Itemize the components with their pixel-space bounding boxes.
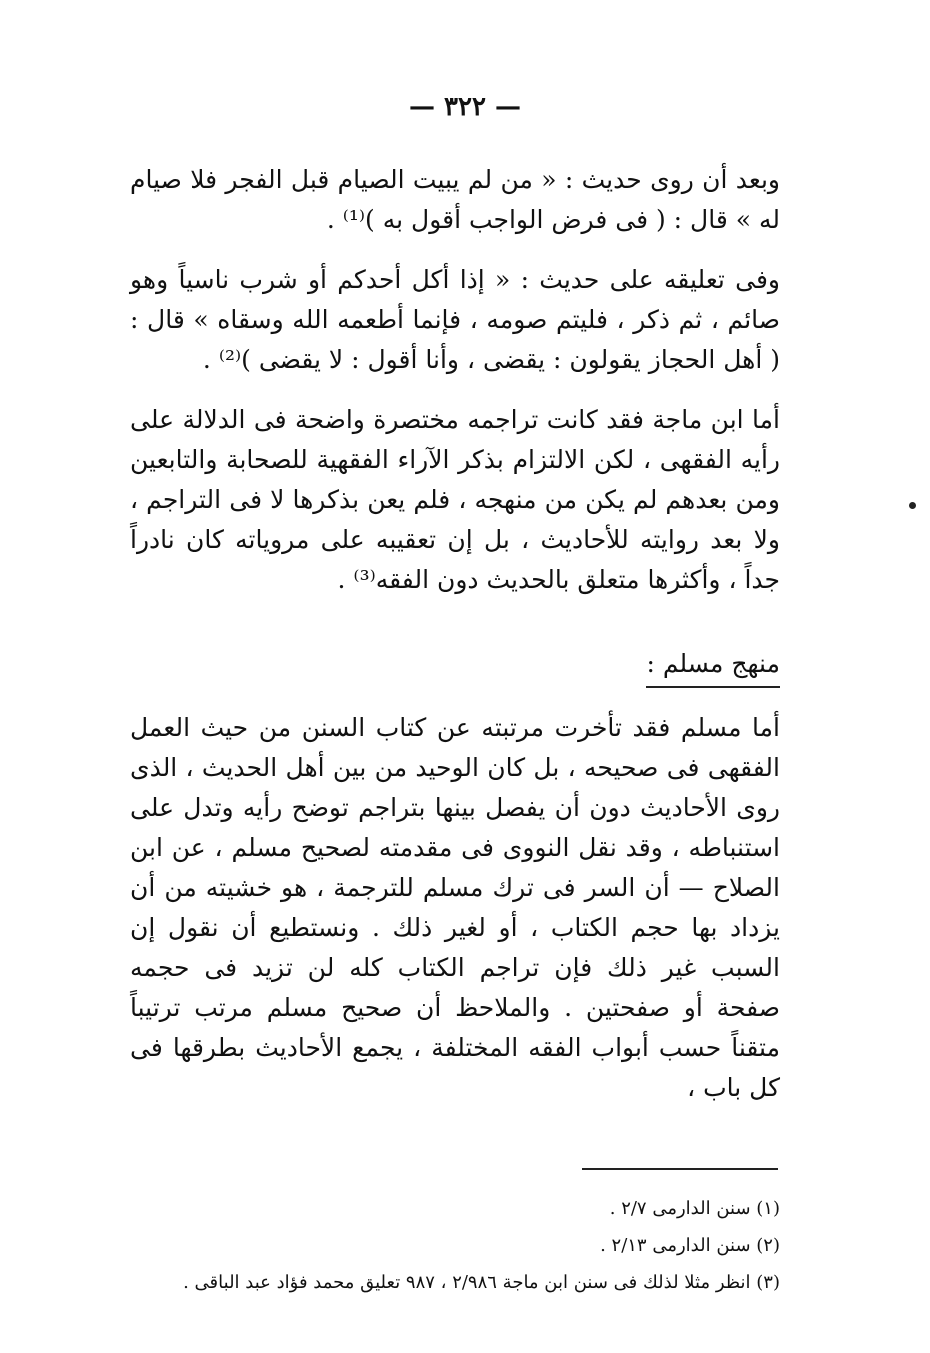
paragraph-1: وبعد أن روى حديث : « من لم يبيت الصيام قبل الفجر فلا صيام له » قال : ( فى فرض الواجب أقول به )⁽¹⁾ . — [130, 165, 780, 234]
paragraph-4: أما مسلم فقد تأخرت مرتبته عن كتاب السنن من حيث العمل الفقهى فى صحيحه ، بل كان الوحيد من بين أهل الحديث ، الذى روى الأحاديث دون أن يفصل بينها بتراجم توضح رأيه وتدل على استنباطه ، وقد نقل النووى فى مقدمته لصحيح مسلم ، عن ابن الصلاح — أن السر فى ترك مسلم للترجمة ، هو خشيته من أن يزداد بها حجم الكتاب ، أو لغير ذلك . ونستطيع أن نقول إن السبب غير ذلك فإن تراجم الكتاب كله لن تزيد فى حجمه صفحة أو صفحتين . والملاحظ أن صحيح مسلم مرتب ترتيباً متقناً حسب أبواب الفقه المختلفة ، يجمع الأحاديث بطرقها فى كل باب ، — [130, 713, 780, 1102]
footnote-3: (٣) انظر مثلا لذلك فى سنن ابن ماجة ٢/٩٨٦ ، ٩٨٧ تعليق محمد فؤاد عبد الباقى . — [183, 1272, 780, 1293]
margin-dot — [909, 502, 916, 509]
footnote-2: (٢) سنن الدارمى ٢/١٣ . — [600, 1235, 780, 1256]
paragraph-3: أما ابن ماجة فقد كانت تراجمه مختصرة واضحة فى الدلالة على رأيه الفقهى ، لكن الالتزام بذكر الآراء الفقهية للصحابة والتابعين ومن بعدهم لم يكن من منهجه ، فلم يعن بذكرها لا فى التراجم ، ولا بعد روايته للأحاديث ، بل إن تعقيبه على مروياته كان نادراً جداً ، وأكثرها متعلق بالحديث دون الفقه⁽³⁾ . — [130, 405, 780, 594]
page-number: — ٣٢٢ — — [408, 92, 522, 122]
paragraph-2: وفى تعليقه على حديث : « إذا أكل أحدكم أو شرب ناسياً وهو صائم ، ثم ذكر ، فليتم صومه ، فإنما أطعمه الله وسقاه » قال : ( أهل الحجاز يقولون : يقضى ، وأنا أقول : لا يقضى )⁽²⁾ . — [130, 265, 780, 374]
footnote-1: (١) سنن الدارمى ٢/٧ . — [609, 1198, 780, 1219]
main-text — [130, 160, 780, 1126]
footnote-rule — [582, 1168, 778, 1170]
footnotes — [130, 1190, 780, 1301]
section-heading: منهج مسلم : — [646, 644, 780, 688]
